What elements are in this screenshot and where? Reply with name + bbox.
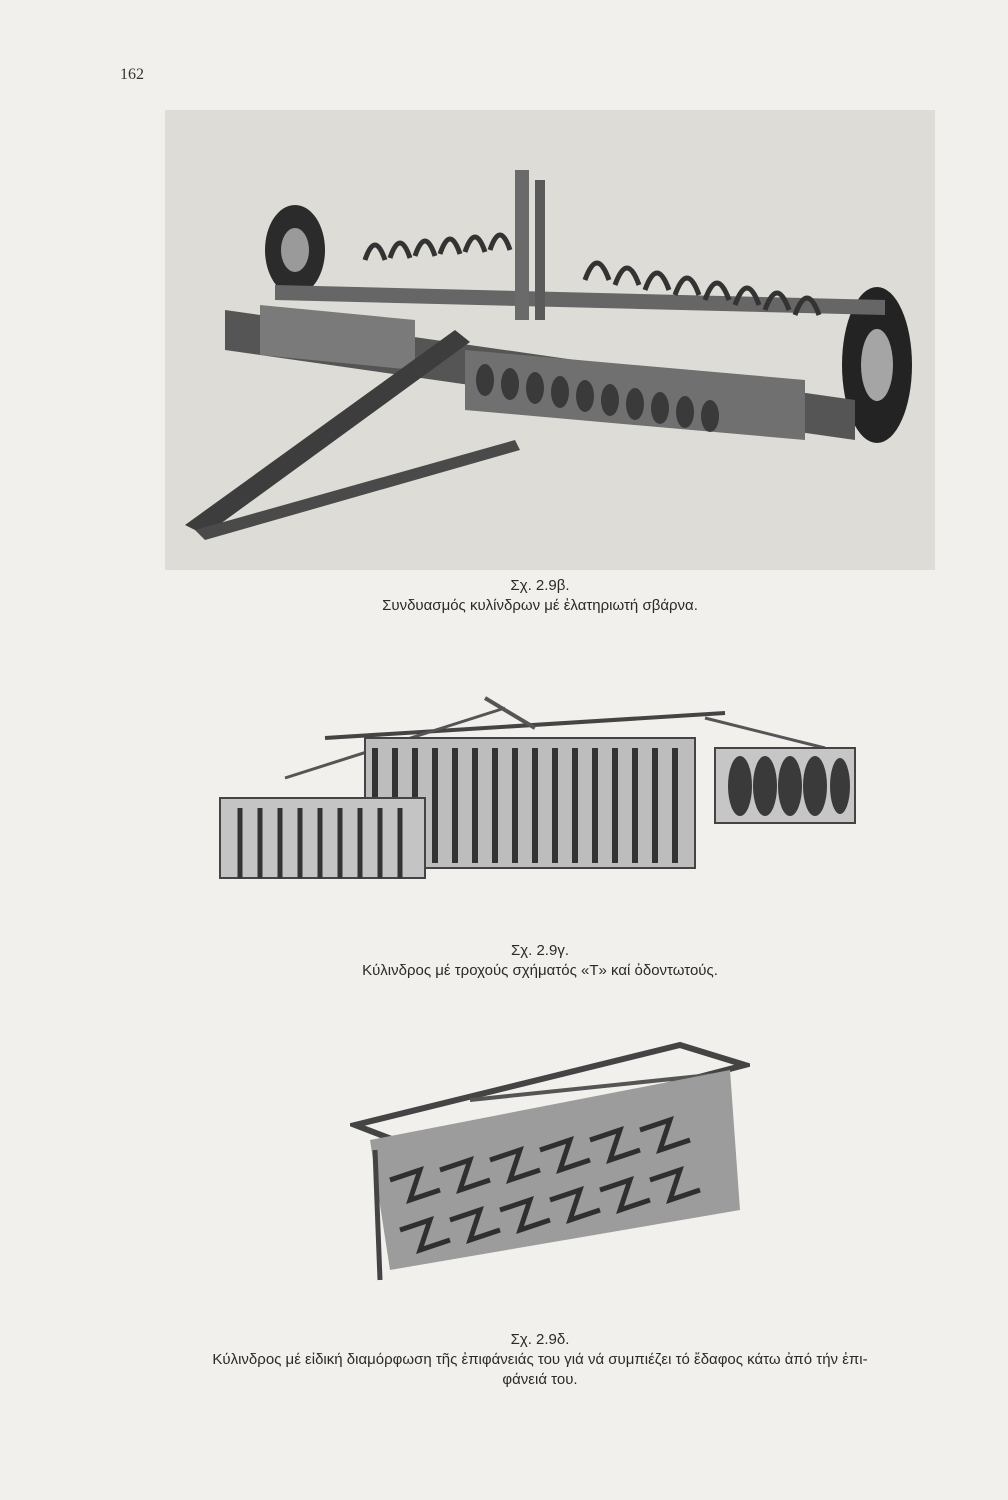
figure-caption-text: Συνδυασμός κυλίνδρων μέ ἐλατηριωτή σβάρνα. (382, 597, 698, 614)
figure-caption-2-9c (110, 941, 970, 981)
figure-roller-harrow-combination (165, 110, 935, 570)
figure-caption-text-line1: Κύλινδρος μέ εἰδική διαμόρφωση τῆς ἐπιφάνειάς του γιά νά συμπιέζει τό ἔδαφος κάτω ἀπό τήν ἐπι- (212, 1351, 868, 1368)
figure-number: Σχ. 2.9β. (510, 577, 570, 594)
figure-caption-2-9d (110, 1330, 970, 1390)
t-wheel-roller-illustration (205, 668, 865, 898)
figure-number: Σχ. 2.9δ. (510, 1331, 570, 1348)
figure-number: Σχ. 2.9γ. (510, 942, 569, 959)
page-number: 162 (120, 66, 144, 83)
figure-caption-text: Κύλινδρος μέ τροχούς σχήματός «Τ» καί ὀδοντωτούς. (362, 962, 718, 979)
figure-t-wheel-roller (205, 668, 865, 898)
packer-roller-illustration (350, 1040, 750, 1310)
roller-harrow-illustration (165, 110, 935, 570)
figure-caption-2-9b (110, 576, 970, 616)
figure-packer-roller (350, 1040, 750, 1310)
figure-caption-text-line2: φάνειά του. (502, 1371, 578, 1388)
